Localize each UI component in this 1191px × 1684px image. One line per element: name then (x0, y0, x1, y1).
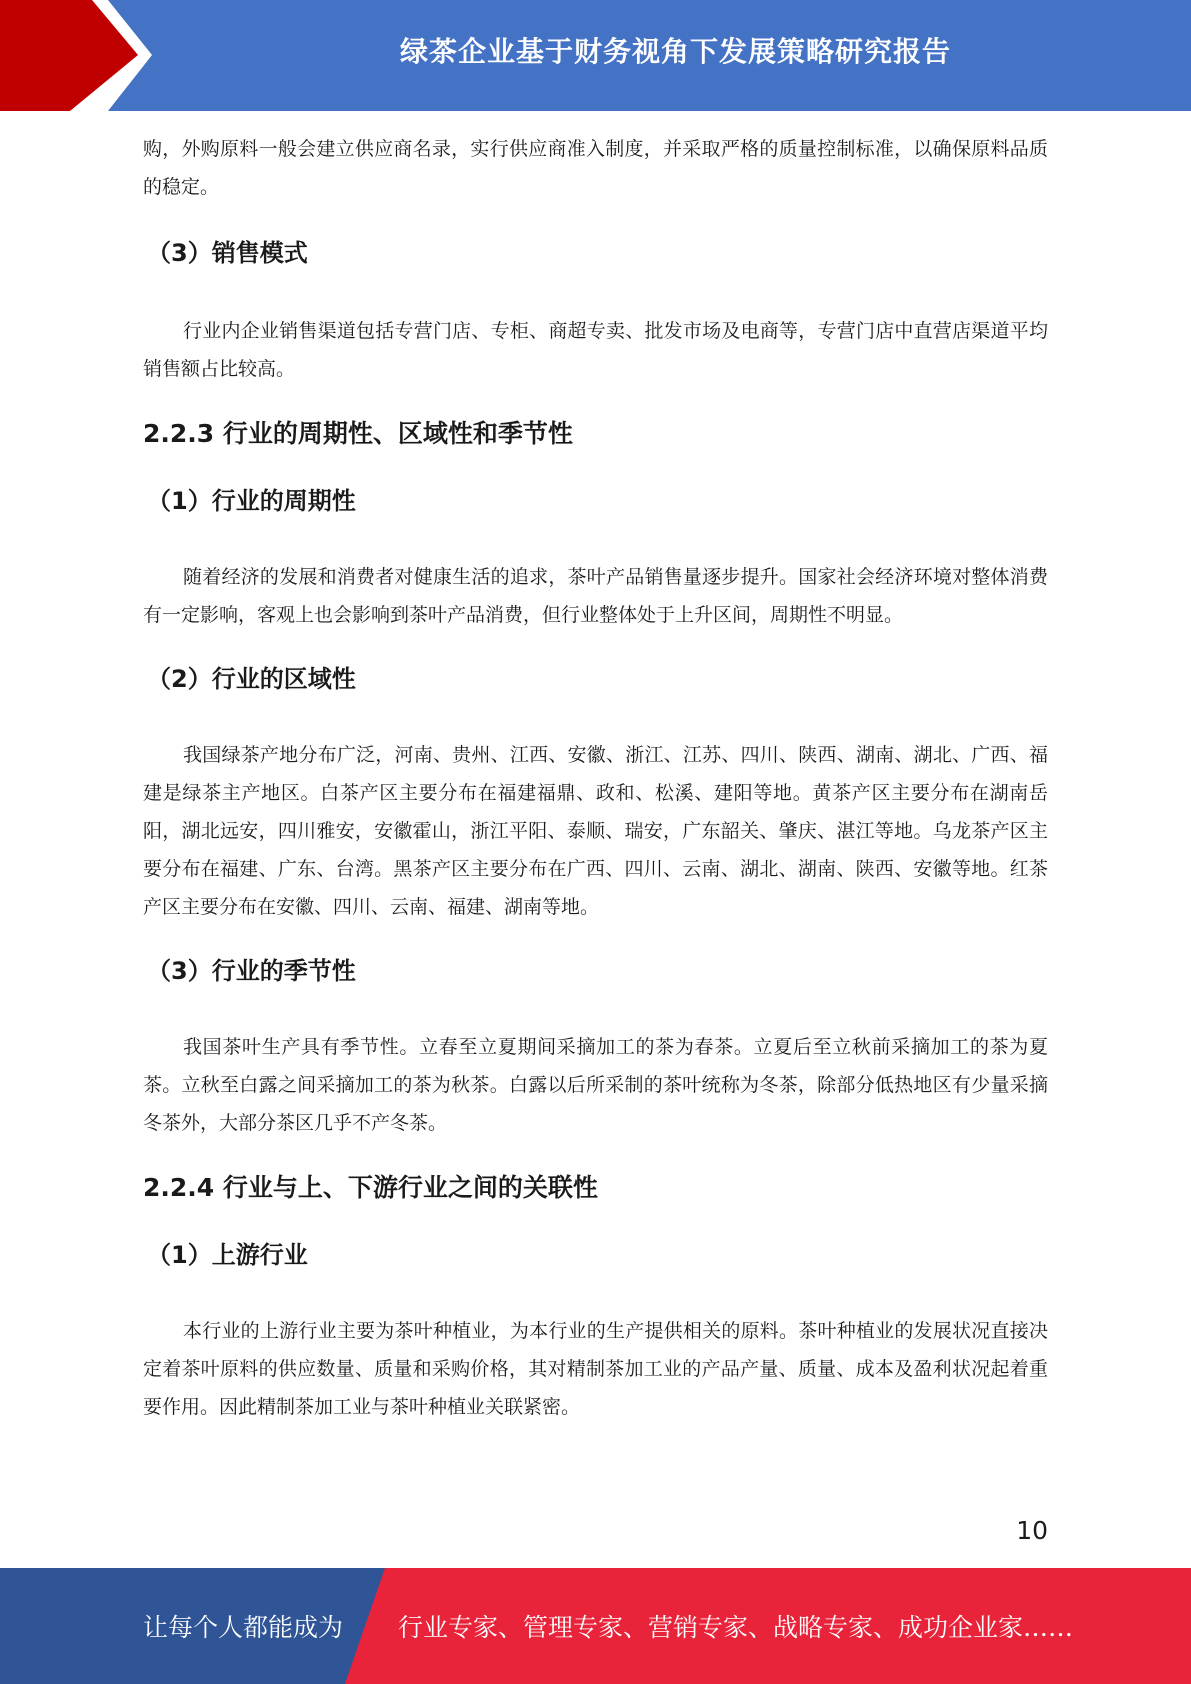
section-heading-2-2-4: 2.2.4 行业与上、下游行业之间的关联性 (143, 1173, 598, 1202)
paragraph-upstream-industry: 本行业的上游行业主要为茶叶种植业，为本行业的生产提供相关的原料。茶叶种植业的发展状况直接决定着茶叶原料的供应数量、质量和采购价格，其对精制茶加工业的产品产量、质量、成本及盈利状况起着重要作用。因此精制茶加工业与茶叶种植业关联紧密。 (143, 1320, 1048, 1418)
page-footer (0, 1568, 1191, 1684)
header-chevron-decoration (0, 0, 160, 111)
heading-regionality: （2）行业的区域性 (147, 665, 356, 693)
footer-slogan-left: 让每个人都能成为 (143, 1613, 344, 1642)
paragraph-regionality: 我国绿茶产地分布广泛，河南、贵州、江西、安徽、浙江、江苏、四川、陕西、湖南、湖北、广西、福建是绿茶主产地区。白茶产区主要分布在福建福鼎、政和、松溪、建阳等地。黄茶产区主要分布在湖南岳阳，湖北远安，四川雅安，安徽霍山，浙江平阳、泰顺、瑞安，广东韶关、肇庆、湛江等地。乌龙茶产区主要分布在福建、广东、台湾。黑茶产区主要分布在广西、四川、云南、湖北、湖南、陕西、安徽等地。红茶产区主要分布在安徽、四川、云南、福建、湖南等地。 (143, 744, 1048, 918)
paragraph-seasonality: 我国茶叶生产具有季节性。立春至立夏期间采摘加工的茶为春茶。立夏后至立秋前采摘加工的茶为夏茶。立秋至白露之间采摘加工的茶为秋茶。白露以后所采制的茶叶统称为冬茶，除部分低热地区有少量采摘冬茶外，大部分茶区几乎不产冬茶。 (143, 1036, 1048, 1134)
heading-cyclicality: （1）行业的周期性 (147, 487, 356, 515)
heading-seasonality: （3）行业的季节性 (147, 957, 356, 985)
page-header (0, 0, 1191, 111)
document-title: 绿茶企业基于财务视角下发展策略研究报告 (399, 35, 951, 68)
paragraph-intro: 购，外购原料一般会建立供应商名录，实行供应商准入制度，并采取严格的质量控制标准，以确保原料品质的稳定。 (143, 138, 1048, 198)
heading-upstream-industry: （1）上游行业 (147, 1241, 308, 1269)
paragraph-sales-model: 行业内企业销售渠道包括专营门店、专柜、商超专卖、批发市场及电商等，专营门店中直营店渠道平均销售额占比较高。 (143, 320, 1048, 380)
page-number: 10 (1016, 1516, 1048, 1545)
section-heading-2-2-3: 2.2.3 行业的周期性、区域性和季节性 (143, 419, 573, 448)
paragraph-cyclicality: 随着经济的发展和消费者对健康生活的追求，茶叶产品销售量逐步提升。国家社会经济环境对整体消费有一定影响，客观上也会影响到茶叶产品消费，但行业整体处于上升区间，周期性不明显。 (143, 566, 1048, 626)
heading-sales-model: （3）销售模式 (147, 239, 308, 267)
footer-slogan-right: 行业专家、管理专家、营销专家、战略专家、成功企业家…… (398, 1613, 1074, 1642)
main-content (143, 130, 1048, 1426)
